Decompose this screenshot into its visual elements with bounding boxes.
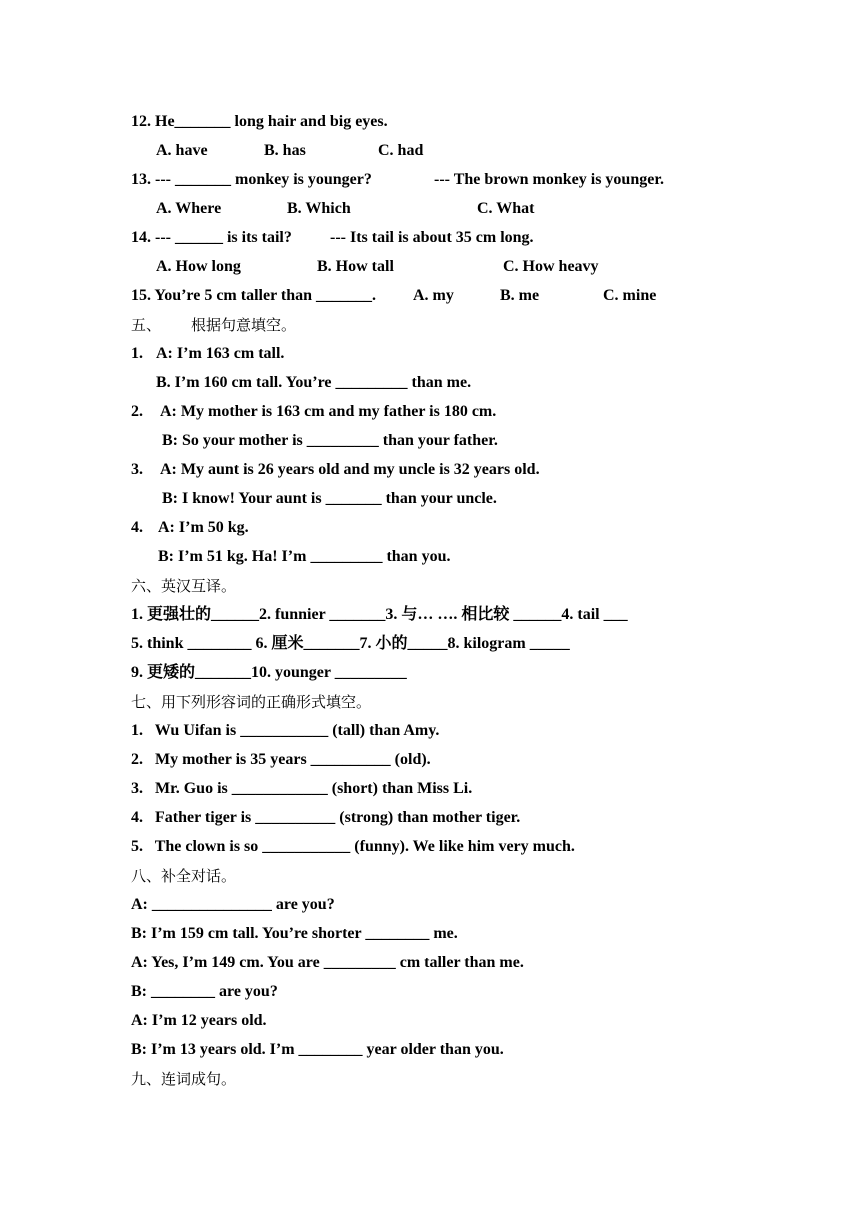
section5-heading-number: 五、: [131, 316, 162, 334]
section9-heading: 九、连词成句。: [131, 1070, 237, 1088]
s5-item3-line-b: B: I know! Your aunt is _______ than your uncle.: [162, 490, 497, 507]
q15-option-b: B. me: [500, 287, 540, 304]
s5-item4-line-b: B: I’m 51 kg. Ha! I’m _________ than you.: [158, 548, 451, 565]
s5-item1-line-a: A: I’m 163 cm tall.: [156, 345, 285, 362]
q13-option-b: B. Which: [287, 200, 351, 217]
s5-item3-number: 3.: [131, 461, 143, 478]
s7-item-1: 1. Wu Uifan is ___________ (tall) than Amy.: [131, 722, 440, 739]
s6-row-3: 9. 更矮的_______10. younger _________: [131, 664, 407, 681]
s5-item1-number: 1.: [131, 345, 143, 362]
s5-item2-line-b: B: So your mother is _________ than your father.: [162, 432, 498, 449]
s5-item3-line-a: A: My aunt is 26 years old and my uncle is 32 years old.: [160, 461, 540, 478]
q14-option-a: A. How long: [156, 258, 241, 275]
q15-option-a: A. my: [413, 287, 454, 304]
s8-line-3: A: Yes, I’m 149 cm. You are _________ cm taller than me.: [131, 954, 524, 971]
s7-item-4: 4. Father tiger is __________ (strong) than mother tiger.: [131, 809, 521, 826]
s5-item1-line-b: B. I’m 160 cm tall. You’re _________ than me.: [156, 374, 472, 391]
q12-option-c: C. had: [378, 142, 424, 159]
s5-item4-line-a: A: I’m 50 kg.: [158, 519, 249, 536]
q14-reply: --- Its tail is about 35 cm long.: [330, 229, 534, 246]
q15-stem: 15. You’re 5 cm taller than _______.: [131, 287, 377, 304]
s5-item2-number: 2.: [131, 403, 143, 420]
s7-item-5: 5. The clown is so ___________ (funny). We like him very much.: [131, 838, 575, 855]
s8-line-4: B: ________ are you?: [131, 983, 278, 1000]
s8-line-6: B: I’m 13 years old. I’m ________ year older than you.: [131, 1041, 504, 1058]
q14-stem: 14. --- ______ is its tail?: [131, 229, 292, 246]
s5-item2-line-a: A: My mother is 163 cm and my father is 180 cm.: [160, 403, 497, 420]
s5-item4-number: 4.: [131, 519, 143, 536]
s8-line-2: B: I’m 159 cm tall. You’re shorter ________ me.: [131, 925, 458, 942]
section7-heading: 七、用下列形容词的正确形式填空。: [131, 693, 372, 711]
s8-line-5: A: I’m 12 years old.: [131, 1012, 267, 1029]
s7-item-3: 3. Mr. Guo is ____________ (short) than Miss Li.: [131, 780, 473, 797]
s6-row-1: 1. 更强壮的______2. funnier _______3. 与… …. 相比较 ______4. tail ___: [131, 606, 628, 623]
s6-row-2: 5. think ________ 6. 厘米_______7. 小的_____8. kilogram _____: [131, 635, 570, 652]
q12-stem: 12. He_______ long hair and big eyes.: [131, 113, 388, 130]
q14-option-b: B. How tall: [317, 258, 394, 275]
s7-item-2: 2. My mother is 35 years __________ (old).: [131, 751, 431, 768]
q13-stem: 13. --- _______ monkey is younger?: [131, 171, 372, 188]
s8-line-1: A: _______________ are you?: [131, 896, 335, 913]
q13-option-c: C. What: [477, 200, 535, 217]
q13-option-a: A. Where: [156, 200, 222, 217]
q15-option-c: C. mine: [603, 287, 657, 304]
section8-heading: 八、补全对话。: [131, 867, 237, 885]
section6-heading: 六、英汉互译。: [131, 577, 237, 595]
q12-option-b: B. has: [264, 142, 306, 159]
q13-reply: --- The brown monkey is younger.: [434, 171, 664, 188]
q14-option-c: C. How heavy: [503, 258, 599, 275]
section5-heading: 根据句意填空。: [191, 316, 297, 334]
q12-option-a: A. have: [156, 142, 208, 159]
